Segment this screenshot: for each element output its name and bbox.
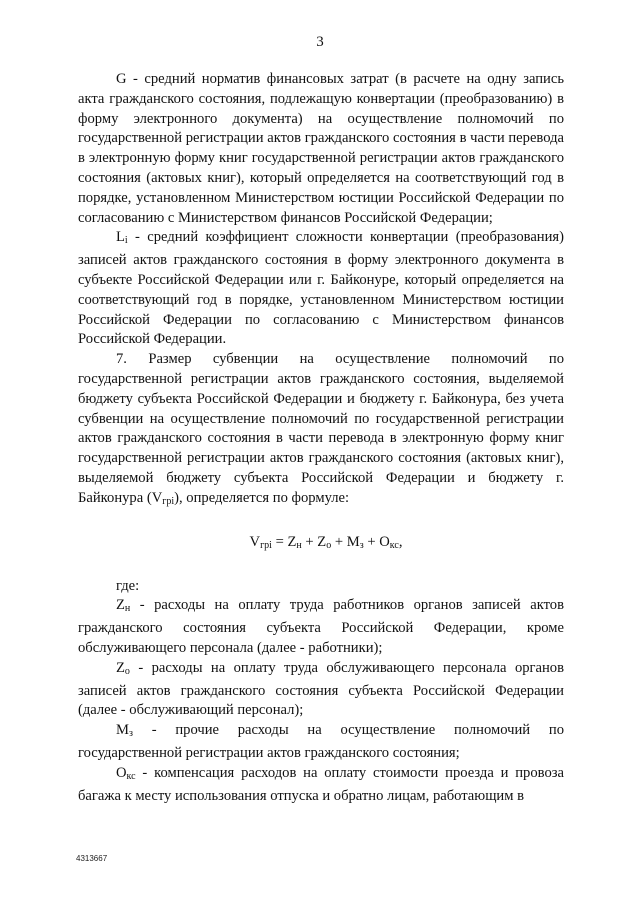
page-number: 3 — [316, 34, 324, 50]
formula-end: , — [398, 533, 403, 550]
where-label: где: — [116, 577, 140, 594]
symbol-l-base: L — [116, 229, 125, 246]
paragraph-l-text: - средний коэффициент сложности конвертации (преобразования) записей актов гражданского состояния в форму электронного документа в субъекте Российской Федерации или г. Байконуре, который определяется на соответствующий год в порядке, установленном Министерством юстиции Российской Федерации по согласованию с Министерством финансов Российской Федерации. — [78, 229, 564, 348]
document-code: 4313667 — [76, 854, 108, 863]
definition-zn — [78, 596, 564, 658]
definition-oks-text: - компенсация расходов на оплату стоимости проезда и провоза багажа к месту использования отпуска и обратно лицам, работающим в — [78, 764, 564, 804]
formula-m: + M — [331, 533, 360, 550]
formula-v: V — [249, 533, 261, 550]
formula-z2-sub: о — [326, 539, 332, 551]
symbol-g: G — [116, 71, 127, 87]
formula-o-sub: кс — [389, 539, 399, 551]
formula — [78, 532, 564, 556]
symbol-l-subscript: i — [124, 235, 128, 247]
symbol-zo-sub: о — [124, 665, 130, 677]
definition-mz — [78, 721, 564, 764]
definition-zn-text: - расходы на оплату труда работников органов записей актов гражданского состояния субъекта Российской Федерации, кроме обслуживающего персонала (далее - работники); — [78, 597, 564, 656]
formula-v-sub: грi — [260, 539, 272, 551]
paragraph-7 — [78, 350, 564, 511]
definition-mz-text: - прочие расходы на осуществление полномочий по государственной регистрации актов гражданского состояния; — [78, 722, 564, 761]
formula-z1-sub: н — [296, 539, 302, 551]
symbol-mz-sub: з — [128, 728, 133, 740]
symbol-oks: O — [116, 764, 127, 781]
symbol-zn-sub: н — [124, 603, 131, 615]
symbol-oks-sub: кс — [126, 770, 136, 782]
document-body — [78, 70, 564, 806]
definition-oks — [78, 764, 564, 807]
paragraph-7-text-before: 7. Размер субвенции на осуществление полномочий по государственной регистрации актов гражданского состояния, выделяемой бюджету субъекта Российской Федерации и бюджету г. Байконура, без учета субвенции на осуществление полномочий по государственной регистрации актов гражданского состояния в части перевода в электронную форму книг государственной регистрации актов гражданского состояния (актовых книг), выделяемой бюджету субъекта Российской Федерации и бюджету г. Байконура (V — [78, 351, 564, 506]
definition-zo-text: - расходы на оплату труда обслуживающего персонала органов записей актов гражданского состояния субъекта Российской Федерации (далее - обслуживающий персонал); — [78, 659, 564, 719]
formula-o: + O — [363, 533, 390, 550]
symbol-zn: Z — [116, 597, 125, 614]
paragraph-l-definition — [78, 228, 564, 350]
definition-zo — [78, 659, 564, 721]
formula-m-sub: з — [359, 539, 364, 551]
symbol-l — [116, 229, 128, 245]
paragraph-g-definition — [78, 70, 564, 228]
symbol-zo: Z — [116, 659, 125, 676]
formula-z2: + Z — [301, 533, 327, 550]
paragraph-g-text: - средний норматив финансовых затрат (в расчете на одну запись акта гражданского состояния, подлежащую конвертации (преобразованию) в форму электронного документа) на осуществление полномочий по государственной регистрации актов гражданского состояния в части перевода в электронную форму книг государственной регистрации актов гражданского состояния (актовых книг), который определяется на соответствующий год в порядке, установленном Министерством юстиции Российской Федерации по согласованию с Министерством финансов Российской Федерации; — [78, 71, 564, 226]
paragraph-7-text-after: ), определяется по формуле: — [174, 489, 350, 506]
formula-z1: = Z — [271, 533, 297, 550]
paragraph-7-subscript: грi — [162, 495, 175, 507]
symbol-mz: M — [116, 722, 129, 739]
